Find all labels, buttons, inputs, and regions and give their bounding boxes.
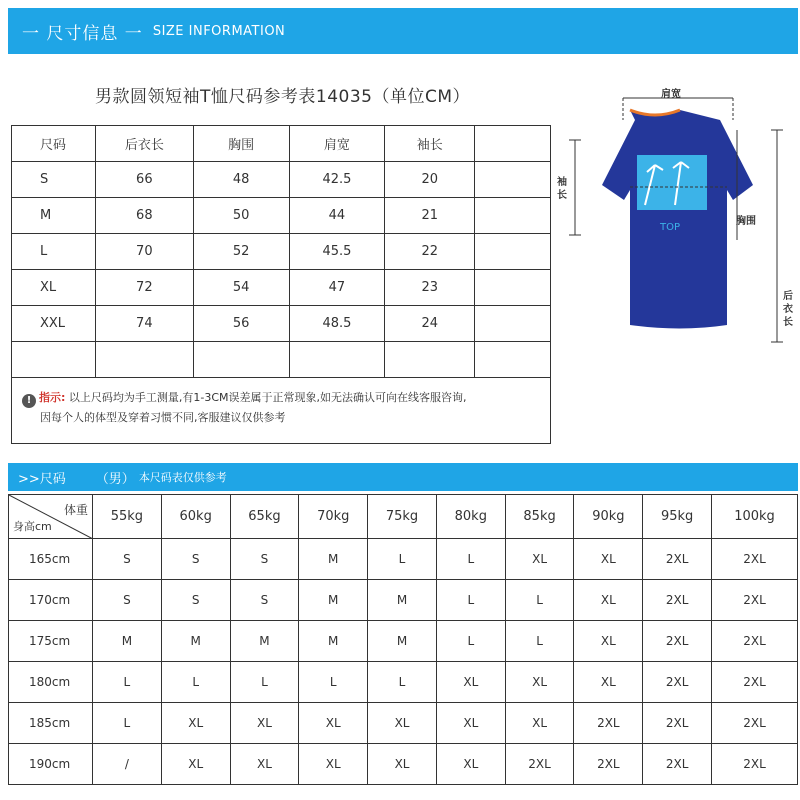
weight-table-row (9, 662, 798, 703)
size-cell (475, 198, 551, 234)
recommended-size-cell: L (230, 662, 299, 703)
size-table (11, 125, 551, 378)
recommended-size-cell: M (93, 621, 162, 662)
height-cell: 180cm (9, 662, 93, 703)
recommended-size-cell: M (161, 621, 230, 662)
recommended-size-cell: 2XL (505, 744, 574, 785)
tshirt-image (555, 90, 800, 350)
recommended-size-cell: M (299, 621, 368, 662)
size-cell: 48.5 (289, 306, 385, 342)
recommended-size-cell: XL (574, 662, 643, 703)
size-cell: 68 (95, 198, 193, 234)
weight-table-row (9, 703, 798, 744)
size-cell (12, 342, 96, 378)
recommended-size-cell: XL (505, 662, 574, 703)
recommended-size-cell: L (436, 539, 505, 580)
size-cell: XL (12, 270, 96, 306)
size-note (11, 378, 551, 444)
recommended-size-cell: L (436, 580, 505, 621)
recommended-size-cell: M (299, 580, 368, 621)
size-cell: 70 (95, 234, 193, 270)
warning-icon: ! (22, 394, 36, 408)
size-cell: L (12, 234, 96, 270)
note-line-2: 因每个人的体型及穿着习惯不同,客服建议仅供参考 (40, 411, 286, 424)
recommended-size-cell: S (93, 539, 162, 580)
size-guide-prefix: >>尺码 (18, 471, 66, 487)
size-header-cell (475, 126, 551, 162)
height-cell: 165cm (9, 539, 93, 580)
recommended-size-cell: XL (299, 703, 368, 744)
weight-header-cell: 75kg (368, 495, 437, 539)
size-cell: 74 (95, 306, 193, 342)
length-label: 后衣长 (783, 291, 793, 328)
weight-table-row (9, 744, 798, 785)
size-info-banner (8, 8, 798, 54)
size-table-row (12, 270, 551, 306)
recommended-size-cell: / (93, 744, 162, 785)
weight-header-cell: 90kg (574, 495, 643, 539)
weight-table-row (9, 621, 798, 662)
note-line-1: 以上尺码均为手工测量,有1-3CM误差属于正常现象,如无法确认可向在线客服咨询, (68, 391, 467, 404)
recommended-size-cell: XL (368, 703, 437, 744)
recommended-size-cell: 2XL (712, 744, 798, 785)
corner-cell (9, 495, 93, 539)
size-guide-banner (8, 463, 798, 491)
weight-table-row (9, 539, 798, 580)
size-table-header (12, 126, 551, 162)
size-cell: 23 (385, 270, 475, 306)
height-cell: 175cm (9, 621, 93, 662)
size-guide-gender: （男） (95, 471, 135, 487)
recommended-size-cell: 2XL (712, 539, 798, 580)
recommended-size-cell: 2XL (643, 580, 712, 621)
tshirt-shape (602, 110, 753, 329)
recommended-size-cell: M (368, 580, 437, 621)
weight-height-table (8, 494, 798, 785)
recommended-size-cell: 2XL (712, 703, 798, 744)
page-title: 男款圆领短袖T恤尺码参考表14035（单位CM） (95, 87, 471, 107)
size-cell: XXL (12, 306, 96, 342)
size-cell: 45.5 (289, 234, 385, 270)
size-cell: 72 (95, 270, 193, 306)
corner-height-label: 身高cm (13, 520, 52, 533)
weight-header-cell: 55kg (93, 495, 162, 539)
size-cell: 54 (193, 270, 289, 306)
weight-header-cell: 80kg (436, 495, 505, 539)
recommended-size-cell: 2XL (574, 744, 643, 785)
print-text: TOP (660, 222, 681, 233)
recommended-size-cell: S (161, 580, 230, 621)
size-cell: M (12, 198, 96, 234)
size-header-cell: 袖长 (385, 126, 475, 162)
recommended-size-cell: XL (574, 580, 643, 621)
recommended-size-cell: 2XL (712, 662, 798, 703)
recommended-size-cell: XL (436, 744, 505, 785)
recommended-size-cell: L (436, 621, 505, 662)
size-cell (475, 234, 551, 270)
weight-header-cell: 100kg (712, 495, 798, 539)
recommended-size-cell: 2XL (643, 621, 712, 662)
weight-header-cell: 60kg (161, 495, 230, 539)
recommended-size-cell: 2XL (643, 744, 712, 785)
recommended-size-cell: S (161, 539, 230, 580)
size-cell (289, 342, 385, 378)
recommended-size-cell: M (230, 621, 299, 662)
size-header-cell: 后衣长 (95, 126, 193, 162)
recommended-size-cell: XL (299, 744, 368, 785)
size-cell: 42.5 (289, 162, 385, 198)
banner-title-cn: 一 尺寸信息 一 (22, 23, 143, 44)
recommended-size-cell: XL (161, 703, 230, 744)
recommended-size-cell: XL (436, 662, 505, 703)
size-cell: 56 (193, 306, 289, 342)
weight-header-cell: 70kg (299, 495, 368, 539)
size-cell (475, 162, 551, 198)
recommended-size-cell: XL (436, 703, 505, 744)
size-cell: 21 (385, 198, 475, 234)
recommended-size-cell: S (93, 580, 162, 621)
banner-title-en: SIZE INFORMATION (152, 23, 286, 39)
recommended-size-cell: L (93, 662, 162, 703)
size-header-cell: 胸围 (193, 126, 289, 162)
weight-header-cell: 85kg (505, 495, 574, 539)
size-cell (475, 270, 551, 306)
recommended-size-cell: L (505, 621, 574, 662)
size-cell (475, 306, 551, 342)
recommended-size-cell: L (505, 580, 574, 621)
note-label: 指示: (39, 391, 66, 404)
recommended-size-cell: M (299, 539, 368, 580)
recommended-size-cell: L (299, 662, 368, 703)
size-cell (385, 342, 475, 378)
size-cell: 22 (385, 234, 475, 270)
size-cell (193, 342, 289, 378)
chest-label: 胸围 (736, 216, 756, 227)
size-table-row (12, 234, 551, 270)
size-cell: 48 (193, 162, 289, 198)
size-table-row (12, 306, 551, 342)
recommended-size-cell: XL (161, 744, 230, 785)
size-table-row (12, 198, 551, 234)
tshirt-diagram (555, 90, 800, 350)
shoulder-label: 肩宽 (661, 89, 681, 100)
recommended-size-cell: 2XL (712, 621, 798, 662)
recommended-size-cell: 2XL (574, 703, 643, 744)
recommended-size-cell: XL (574, 539, 643, 580)
size-cell (475, 342, 551, 378)
sleeve-label: 袖长 (557, 177, 567, 201)
size-header-cell: 尺码 (12, 126, 96, 162)
recommended-size-cell: 2XL (643, 539, 712, 580)
weight-table-header (9, 495, 798, 539)
recommended-size-cell: L (368, 662, 437, 703)
weight-header-cell: 95kg (643, 495, 712, 539)
size-cell: 50 (193, 198, 289, 234)
size-cell: S (12, 162, 96, 198)
recommended-size-cell: S (230, 580, 299, 621)
height-cell: 170cm (9, 580, 93, 621)
recommended-size-cell: XL (368, 744, 437, 785)
size-cell: 47 (289, 270, 385, 306)
recommended-size-cell: 2XL (712, 580, 798, 621)
recommended-size-cell: S (230, 539, 299, 580)
height-cell: 190cm (9, 744, 93, 785)
height-cell: 185cm (9, 703, 93, 744)
recommended-size-cell: L (368, 539, 437, 580)
print-graphic (637, 155, 707, 210)
recommended-size-cell: XL (505, 539, 574, 580)
size-cell: 66 (95, 162, 193, 198)
size-cell (95, 342, 193, 378)
recommended-size-cell: L (93, 703, 162, 744)
corner-weight-label: 体重 (63, 503, 88, 517)
recommended-size-cell: XL (505, 703, 574, 744)
recommended-size-cell: 2XL (643, 662, 712, 703)
recommended-size-cell: XL (230, 703, 299, 744)
recommended-size-cell: M (368, 621, 437, 662)
size-cell: 52 (193, 234, 289, 270)
size-guide-sub: 本尺码表仅供参考 (138, 471, 227, 484)
size-cell: 20 (385, 162, 475, 198)
recommended-size-cell: XL (230, 744, 299, 785)
weight-table-row (9, 580, 798, 621)
recommended-size-cell: L (161, 662, 230, 703)
size-table-row (12, 162, 551, 198)
size-table-row (12, 342, 551, 378)
size-cell: 44 (289, 198, 385, 234)
size-cell: 24 (385, 306, 475, 342)
weight-header-cell: 65kg (230, 495, 299, 539)
recommended-size-cell: 2XL (643, 703, 712, 744)
size-header-cell: 肩宽 (289, 126, 385, 162)
recommended-size-cell: XL (574, 621, 643, 662)
